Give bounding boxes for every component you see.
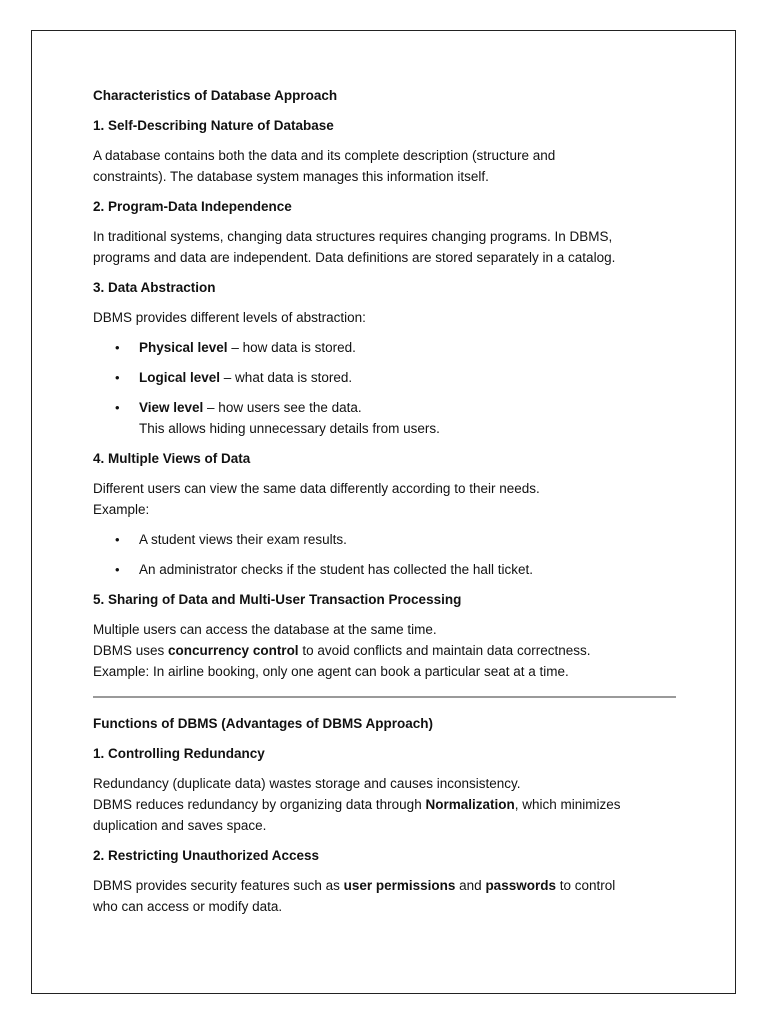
document-title: Characteristics of Database Approach	[93, 88, 338, 103]
section-text-multiple-views	[93, 478, 683, 520]
list-item	[93, 367, 683, 388]
text-line: programs and data are independent. Data definitions are stored separately in a catalog.	[93, 250, 616, 265]
list-item-desc: – how data is stored.	[227, 340, 356, 355]
section-text-self-describing	[93, 145, 683, 187]
section-heading-data-abstraction: 3. Data Abstraction	[93, 280, 216, 295]
list-item: • An administrator checks if the student has collected the hall ticket.	[93, 559, 683, 580]
text-line: constraints). The database system manages this information itself.	[93, 169, 489, 184]
functions-title: Functions of DBMS (Advantages of DBMS Approach)	[93, 716, 433, 731]
list-item-term: View level	[139, 400, 204, 415]
section-text-sharing-data	[93, 619, 683, 682]
text-fragment: DBMS provides security features such as	[93, 878, 344, 893]
text-line: Different users can view the same data differently according to their needs.	[93, 481, 540, 496]
text-line: A database contains both the data and its complete description (structure and	[93, 148, 556, 163]
text-emphasis: user permissions	[343, 878, 456, 893]
abstraction-levels-list	[93, 337, 683, 439]
section-heading-restricting-access: 2. Restricting Unauthorized Access	[93, 848, 320, 863]
list-item: • A student views their exam results.	[93, 529, 683, 550]
text-fragment: and	[455, 878, 486, 893]
list-item-desc: – how users see the data.	[203, 400, 362, 415]
text-emphasis: passwords	[485, 878, 556, 893]
list-item-term: Physical level	[139, 340, 228, 355]
text-line: duplication and saves space.	[93, 818, 267, 833]
section-heading-sharing-data: 5. Sharing of Data and Multi-User Transaction Processing	[93, 592, 462, 607]
text-line: Multiple users can access the database at the same time.	[93, 622, 437, 637]
list-item	[93, 337, 683, 358]
text-fragment: DBMS reduces redundancy by organizing data through	[93, 797, 426, 812]
document-body	[93, 85, 683, 926]
list-item-desc: – what data is stored.	[220, 370, 353, 385]
list-item	[93, 397, 683, 439]
text-line: In traditional systems, changing data structures requires changing programs. In DBMS,	[93, 229, 613, 244]
text-fragment: to control	[555, 878, 616, 893]
text-emphasis: concurrency control	[168, 643, 299, 658]
section-divider	[93, 696, 676, 698]
section-text-controlling-redundancy	[93, 773, 683, 836]
text-fragment: DBMS uses	[93, 643, 169, 658]
text-emphasis: Normalization	[425, 797, 515, 812]
text-line: Example: In airline booking, only one agent can book a particular seat at a time.	[93, 664, 569, 679]
list-item-term: Logical level	[139, 370, 221, 385]
section-intro-data-abstraction: DBMS provides different levels of abstraction:	[93, 310, 366, 325]
text-line: Redundancy (duplicate data) wastes storage and causes inconsistency.	[93, 776, 521, 791]
section-text-program-data-independence	[93, 226, 683, 268]
text-fragment: , which minimizes	[514, 797, 621, 812]
text-line: who can access or modify data.	[93, 899, 283, 914]
list-item-extra: This allows hiding unnecessary details from users.	[139, 421, 440, 436]
section-heading-controlling-redundancy: 1. Controlling Redundancy	[93, 746, 265, 761]
section-heading-self-describing: 1. Self-Describing Nature of Database	[93, 118, 334, 133]
text-fragment: to avoid conflicts and maintain data correctness.	[298, 643, 591, 658]
text-line: Example:	[93, 502, 150, 517]
section-heading-program-data-independence: 2. Program-Data Independence	[93, 199, 292, 214]
example-views-list	[93, 529, 683, 580]
section-heading-multiple-views: 4. Multiple Views of Data	[93, 451, 251, 466]
section-text-restricting-access	[93, 875, 683, 917]
